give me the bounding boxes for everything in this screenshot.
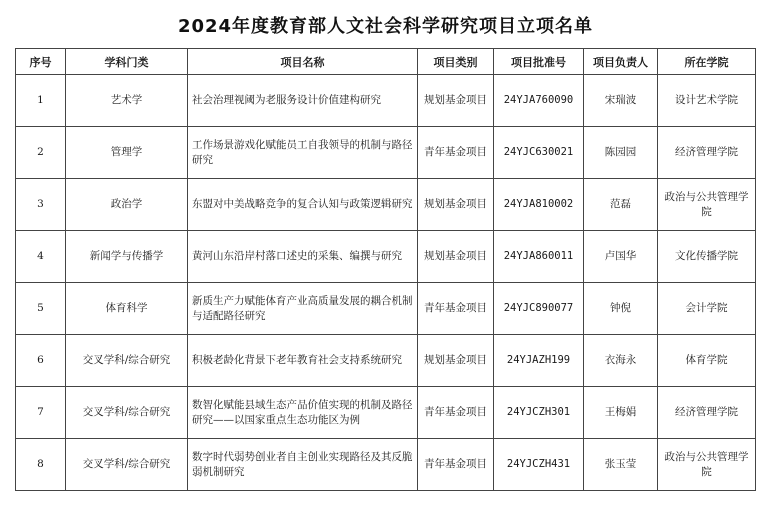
cell-project-name: 数字时代弱势创业者自主创业实现路径及其反脆弱机制研究	[188, 439, 418, 491]
table-row	[16, 75, 756, 127]
cell-no: 8	[16, 439, 66, 491]
cell-category: 规划基金项目	[418, 231, 494, 283]
cell-category: 规划基金项目	[418, 179, 494, 231]
header-project-name: 项目名称	[188, 49, 418, 75]
document-title: 2024年度教育部人文社会科学研究项目立项名单	[177, 16, 594, 37]
cell-college: 政治与公共管理学院	[658, 439, 756, 491]
cell-discipline: 新闻学与传播学	[66, 231, 188, 283]
table-row	[16, 439, 756, 491]
header-leader: 项目负责人	[584, 49, 658, 75]
cell-category: 规划基金项目	[418, 75, 494, 127]
table-row	[16, 387, 756, 439]
cell-college: 体育学院	[658, 335, 756, 387]
cell-project-name: 新质生产力赋能体育产业高质量发展的耦合机制与适配路径研究	[188, 283, 418, 335]
cell-approval-number: 24YJA860011	[494, 231, 584, 283]
cell-approval-number: 24YJCZH301	[494, 387, 584, 439]
table-row	[16, 179, 756, 231]
cell-project-name: 黄河山东沿岸村落口述史的采集、编撰与研究	[188, 231, 418, 283]
cell-category: 青年基金项目	[418, 439, 494, 491]
cell-no: 7	[16, 387, 66, 439]
cell-college: 经济管理学院	[658, 127, 756, 179]
cell-no: 4	[16, 231, 66, 283]
cell-college: 会计学院	[658, 283, 756, 335]
cell-discipline: 交叉学科/综合研究	[66, 439, 188, 491]
cell-discipline: 艺术学	[66, 75, 188, 127]
cell-no: 5	[16, 283, 66, 335]
cell-discipline: 管理学	[66, 127, 188, 179]
header-approval-number: 项目批准号	[494, 49, 584, 75]
cell-category: 青年基金项目	[418, 127, 494, 179]
cell-project-name: 东盟对中美战略竞争的复合认知与政策逻辑研究	[188, 179, 418, 231]
cell-discipline: 体育科学	[66, 283, 188, 335]
cell-approval-number: 24YJC890077	[494, 283, 584, 335]
cell-leader: 王梅娟	[584, 387, 658, 439]
cell-leader: 宋瑞波	[584, 75, 658, 127]
cell-no: 1	[16, 75, 66, 127]
cell-approval-number: 24YJA810002	[494, 179, 584, 231]
cell-leader: 卢国华	[584, 231, 658, 283]
table-header-row	[16, 49, 756, 75]
cell-college: 设计艺术学院	[658, 75, 756, 127]
cell-no: 6	[16, 335, 66, 387]
cell-college: 文化传播学院	[658, 231, 756, 283]
cell-leader: 衣海永	[584, 335, 658, 387]
table-row	[16, 127, 756, 179]
cell-discipline: 交叉学科/综合研究	[66, 387, 188, 439]
cell-leader: 范磊	[584, 179, 658, 231]
cell-project-name: 工作场景游戏化赋能员工自我领导的机制与路径研究	[188, 127, 418, 179]
cell-category: 青年基金项目	[418, 387, 494, 439]
cell-approval-number: 24YJCZH431	[494, 439, 584, 491]
cell-project-name: 数智化赋能县域生态产品价值实现的机制及路径研究——以国家重点生态功能区为例	[188, 387, 418, 439]
cell-leader: 陈园园	[584, 127, 658, 179]
cell-no: 3	[16, 179, 66, 231]
header-category: 项目类别	[418, 49, 494, 75]
cell-category: 青年基金项目	[418, 283, 494, 335]
cell-project-name: 积极老龄化背景下老年教育社会支持系统研究	[188, 335, 418, 387]
cell-approval-number: 24YJA760090	[494, 75, 584, 127]
cell-college: 经济管理学院	[658, 387, 756, 439]
table-row	[16, 231, 756, 283]
header-discipline: 学科门类	[66, 49, 188, 75]
cell-college: 政治与公共管理学院	[658, 179, 756, 231]
header-college: 所在学院	[658, 49, 756, 75]
cell-leader: 张玉莹	[584, 439, 658, 491]
cell-category: 规划基金项目	[418, 335, 494, 387]
cell-discipline: 政治学	[66, 179, 188, 231]
cell-approval-number: 24YJAZH199	[494, 335, 584, 387]
project-list-table	[15, 48, 756, 491]
cell-leader: 钟倪	[584, 283, 658, 335]
table-row	[16, 283, 756, 335]
header-no: 序号	[16, 49, 66, 75]
cell-no: 2	[16, 127, 66, 179]
cell-project-name: 社会治理视阈为老服务设计价值建构研究	[188, 75, 418, 127]
cell-approval-number: 24YJC630021	[494, 127, 584, 179]
cell-discipline: 交叉学科/综合研究	[66, 335, 188, 387]
table-row	[16, 335, 756, 387]
